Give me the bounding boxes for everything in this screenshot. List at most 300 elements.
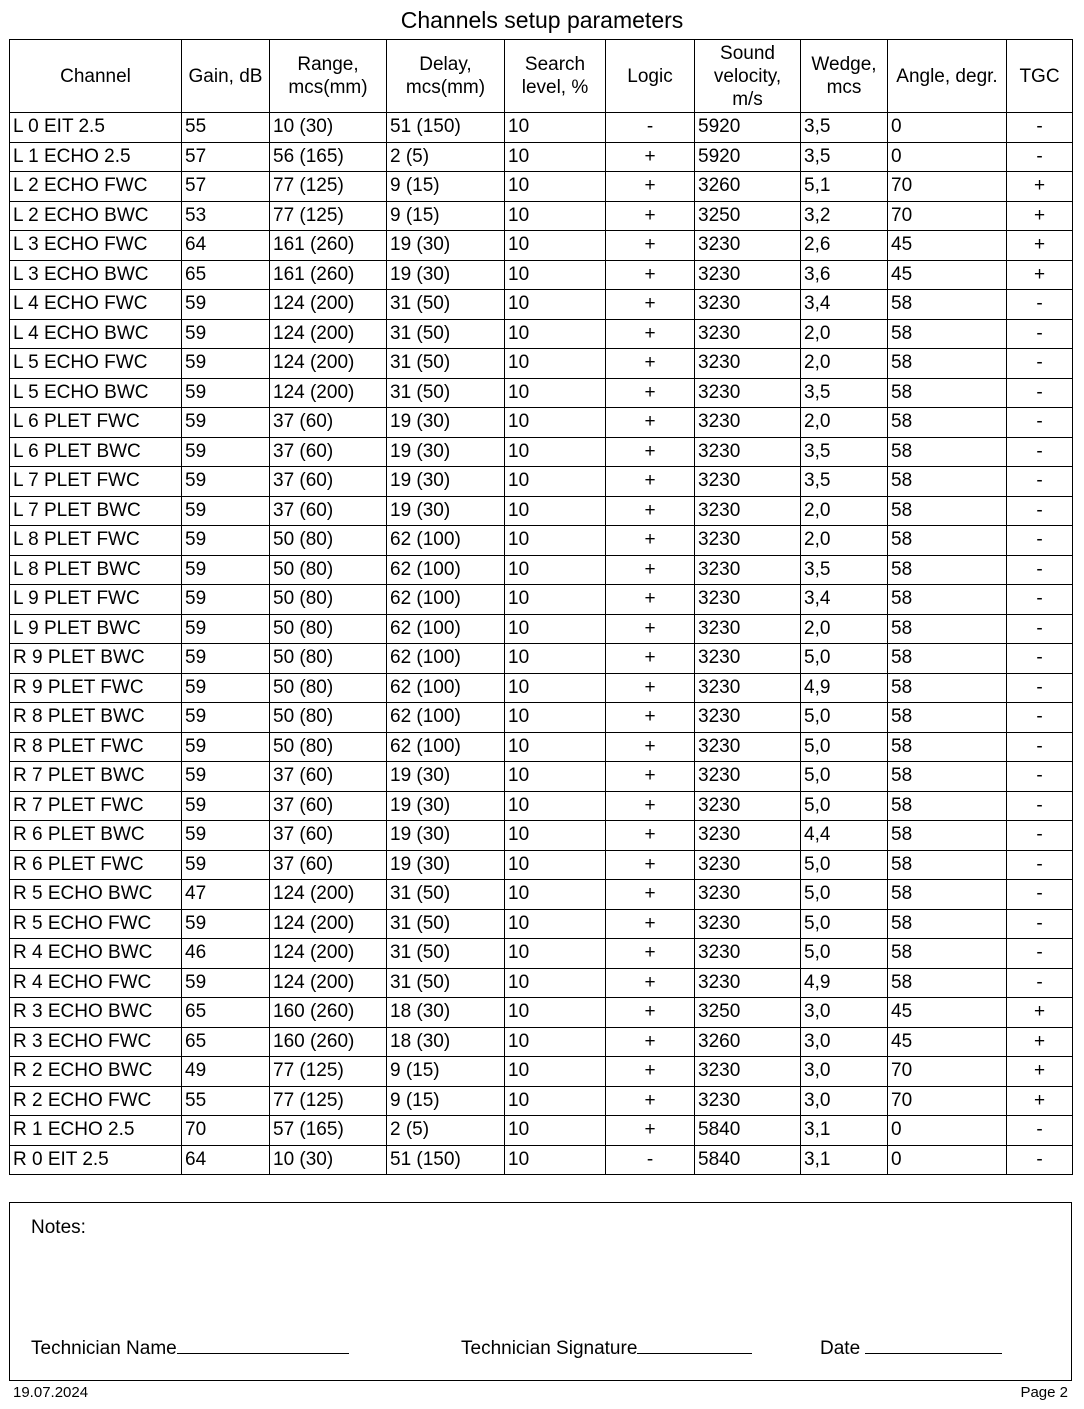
cell-logic: + xyxy=(606,1086,695,1116)
cell-range: 56 (165) xyxy=(270,142,387,172)
cell-delay: 18 (30) xyxy=(387,1027,505,1057)
cell-range: 10 (30) xyxy=(270,1145,387,1175)
cell-tgc: - xyxy=(1007,496,1073,526)
table-row xyxy=(10,437,1073,467)
cell-logic: + xyxy=(606,349,695,379)
cell-range: 77 (125) xyxy=(270,172,387,202)
cell-range: 77 (125) xyxy=(270,201,387,231)
cell-logic: + xyxy=(606,821,695,851)
cell-logic: - xyxy=(606,1145,695,1175)
cell-logic: + xyxy=(606,732,695,762)
cell-range: 50 (80) xyxy=(270,703,387,733)
cell-channel: L 0 EIT 2.5 xyxy=(10,113,182,143)
cell-delay: 31 (50) xyxy=(387,378,505,408)
cell-search-level: 10 xyxy=(505,880,606,910)
cell-tgc: + xyxy=(1007,231,1073,261)
cell-wedge: 5,0 xyxy=(801,850,888,880)
cell-delay: 62 (100) xyxy=(387,732,505,762)
cell-channel: L 9 PLET FWC xyxy=(10,585,182,615)
cell-search-level: 10 xyxy=(505,142,606,172)
cell-wedge: 5,0 xyxy=(801,880,888,910)
table-row xyxy=(10,762,1073,792)
cell-wedge: 5,0 xyxy=(801,703,888,733)
table-row xyxy=(10,290,1073,320)
cell-logic: + xyxy=(606,585,695,615)
table-row xyxy=(10,880,1073,910)
cell-wedge: 2,0 xyxy=(801,349,888,379)
table-row xyxy=(10,319,1073,349)
cell-channel: R 5 ECHO FWC xyxy=(10,909,182,939)
cell-tgc: + xyxy=(1007,201,1073,231)
cell-tgc: - xyxy=(1007,526,1073,556)
cell-range: 37 (60) xyxy=(270,467,387,497)
notes-label: Notes: xyxy=(31,1217,86,1238)
cell-range: 37 (60) xyxy=(270,850,387,880)
cell-logic: + xyxy=(606,467,695,497)
cell-wedge: 3,4 xyxy=(801,290,888,320)
column-header-gain: Gain, dB xyxy=(182,40,270,113)
cell-sound-velocity: 3230 xyxy=(695,880,801,910)
cell-angle: 58 xyxy=(888,909,1007,939)
table-row xyxy=(10,201,1073,231)
cell-wedge: 4,9 xyxy=(801,968,888,998)
cell-angle: 58 xyxy=(888,467,1007,497)
cell-wedge: 3,0 xyxy=(801,998,888,1028)
cell-search-level: 10 xyxy=(505,437,606,467)
cell-angle: 58 xyxy=(888,437,1007,467)
cell-search-level: 10 xyxy=(505,1116,606,1146)
table-row xyxy=(10,378,1073,408)
cell-wedge: 3,4 xyxy=(801,585,888,615)
cell-channel: R 8 PLET FWC xyxy=(10,732,182,762)
cell-channel: R 8 PLET BWC xyxy=(10,703,182,733)
cell-search-level: 10 xyxy=(505,821,606,851)
table-row xyxy=(10,850,1073,880)
cell-search-level: 10 xyxy=(505,998,606,1028)
technician-signature-field xyxy=(461,1335,752,1360)
table-row xyxy=(10,1145,1073,1175)
cell-angle: 58 xyxy=(888,408,1007,438)
cell-sound-velocity: 3230 xyxy=(695,231,801,261)
cell-logic: + xyxy=(606,1057,695,1087)
cell-delay: 31 (50) xyxy=(387,349,505,379)
cell-channel: L 9 PLET BWC xyxy=(10,614,182,644)
cell-logic: + xyxy=(606,703,695,733)
cell-gain: 59 xyxy=(182,673,270,703)
cell-delay: 19 (30) xyxy=(387,408,505,438)
cell-wedge: 3,0 xyxy=(801,1027,888,1057)
table-row xyxy=(10,644,1073,674)
cell-sound-velocity: 3230 xyxy=(695,1057,801,1087)
table-row xyxy=(10,408,1073,438)
cell-sound-velocity: 3230 xyxy=(695,496,801,526)
cell-angle: 58 xyxy=(888,762,1007,792)
table-row xyxy=(10,260,1073,290)
cell-range: 50 (80) xyxy=(270,526,387,556)
cell-search-level: 10 xyxy=(505,1145,606,1175)
table-row xyxy=(10,998,1073,1028)
cell-tgc: - xyxy=(1007,644,1073,674)
table-row xyxy=(10,172,1073,202)
cell-sound-velocity: 5920 xyxy=(695,113,801,143)
cell-wedge: 4,4 xyxy=(801,821,888,851)
table-row xyxy=(10,349,1073,379)
cell-wedge: 2,0 xyxy=(801,496,888,526)
cell-sound-velocity: 3230 xyxy=(695,349,801,379)
cell-angle: 70 xyxy=(888,1057,1007,1087)
cell-sound-velocity: 3230 xyxy=(695,378,801,408)
cell-tgc: + xyxy=(1007,1057,1073,1087)
cell-sound-velocity: 5840 xyxy=(695,1145,801,1175)
table-row xyxy=(10,939,1073,969)
cell-logic: + xyxy=(606,172,695,202)
cell-angle: 58 xyxy=(888,968,1007,998)
cell-sound-velocity: 3230 xyxy=(695,673,801,703)
cell-wedge: 2,6 xyxy=(801,231,888,261)
cell-search-level: 10 xyxy=(505,113,606,143)
cell-gain: 59 xyxy=(182,644,270,674)
cell-sound-velocity: 3230 xyxy=(695,909,801,939)
cell-tgc: - xyxy=(1007,378,1073,408)
cell-logic: + xyxy=(606,614,695,644)
cell-sound-velocity: 3230 xyxy=(695,1086,801,1116)
cell-logic: + xyxy=(606,998,695,1028)
cell-angle: 58 xyxy=(888,526,1007,556)
cell-search-level: 10 xyxy=(505,703,606,733)
cell-angle: 58 xyxy=(888,644,1007,674)
cell-channel: L 8 PLET FWC xyxy=(10,526,182,556)
footer-date: 19.07.2024 xyxy=(13,1384,89,1401)
table-row xyxy=(10,909,1073,939)
cell-channel: R 9 PLET BWC xyxy=(10,644,182,674)
cell-range: 124 (200) xyxy=(270,909,387,939)
cell-channel: L 4 ECHO BWC xyxy=(10,319,182,349)
cell-angle: 58 xyxy=(888,585,1007,615)
cell-search-level: 10 xyxy=(505,850,606,880)
cell-tgc: - xyxy=(1007,821,1073,851)
cell-channel: R 2 ECHO FWC xyxy=(10,1086,182,1116)
cell-range: 160 (260) xyxy=(270,998,387,1028)
cell-logic: + xyxy=(606,378,695,408)
cell-gain: 59 xyxy=(182,762,270,792)
cell-gain: 59 xyxy=(182,732,270,762)
cell-delay: 31 (50) xyxy=(387,968,505,998)
cell-sound-velocity: 5840 xyxy=(695,1116,801,1146)
cell-angle: 0 xyxy=(888,142,1007,172)
cell-range: 124 (200) xyxy=(270,319,387,349)
cell-channel: R 4 ECHO BWC xyxy=(10,939,182,969)
cell-gain: 49 xyxy=(182,1057,270,1087)
cell-delay: 9 (15) xyxy=(387,1086,505,1116)
cell-angle: 58 xyxy=(888,850,1007,880)
table-row xyxy=(10,496,1073,526)
cell-tgc: - xyxy=(1007,939,1073,969)
cell-logic: + xyxy=(606,968,695,998)
cell-range: 50 (80) xyxy=(270,614,387,644)
cell-search-level: 10 xyxy=(505,673,606,703)
cell-wedge: 3,5 xyxy=(801,142,888,172)
cell-range: 37 (60) xyxy=(270,496,387,526)
cell-search-level: 10 xyxy=(505,231,606,261)
cell-search-level: 10 xyxy=(505,319,606,349)
cell-angle: 58 xyxy=(888,673,1007,703)
cell-wedge: 5,0 xyxy=(801,939,888,969)
cell-angle: 58 xyxy=(888,939,1007,969)
cell-range: 37 (60) xyxy=(270,437,387,467)
cell-gain: 59 xyxy=(182,968,270,998)
cell-wedge: 3,0 xyxy=(801,1057,888,1087)
cell-logic: + xyxy=(606,880,695,910)
table-row xyxy=(10,1086,1073,1116)
cell-search-level: 10 xyxy=(505,526,606,556)
cell-tgc: - xyxy=(1007,968,1073,998)
cell-range: 37 (60) xyxy=(270,821,387,851)
cell-gain: 59 xyxy=(182,585,270,615)
cell-gain: 65 xyxy=(182,998,270,1028)
cell-logic: + xyxy=(606,142,695,172)
cell-range: 124 (200) xyxy=(270,880,387,910)
cell-tgc: - xyxy=(1007,703,1073,733)
table-row xyxy=(10,791,1073,821)
table-row xyxy=(10,673,1073,703)
cell-gain: 59 xyxy=(182,526,270,556)
cell-angle: 58 xyxy=(888,821,1007,851)
cell-wedge: 2,0 xyxy=(801,614,888,644)
cell-delay: 19 (30) xyxy=(387,791,505,821)
cell-tgc: - xyxy=(1007,555,1073,585)
cell-logic: + xyxy=(606,673,695,703)
cell-angle: 58 xyxy=(888,349,1007,379)
technician-name-label: Technician Name xyxy=(31,1338,177,1359)
cell-wedge: 5,0 xyxy=(801,762,888,792)
cell-range: 50 (80) xyxy=(270,585,387,615)
cell-sound-velocity: 3230 xyxy=(695,703,801,733)
cell-range: 124 (200) xyxy=(270,290,387,320)
cell-delay: 19 (30) xyxy=(387,821,505,851)
cell-channel: L 7 PLET FWC xyxy=(10,467,182,497)
cell-search-level: 10 xyxy=(505,467,606,497)
cell-angle: 0 xyxy=(888,1116,1007,1146)
cell-search-level: 10 xyxy=(505,614,606,644)
cell-gain: 59 xyxy=(182,614,270,644)
cell-range: 161 (260) xyxy=(270,231,387,261)
cell-wedge: 2,0 xyxy=(801,526,888,556)
technician-signature-blank xyxy=(637,1335,752,1354)
cell-tgc: - xyxy=(1007,1116,1073,1146)
cell-angle: 58 xyxy=(888,614,1007,644)
cell-logic: + xyxy=(606,319,695,349)
cell-gain: 46 xyxy=(182,939,270,969)
cell-range: 124 (200) xyxy=(270,968,387,998)
cell-gain: 59 xyxy=(182,319,270,349)
cell-delay: 9 (15) xyxy=(387,201,505,231)
cell-delay: 62 (100) xyxy=(387,703,505,733)
cell-sound-velocity: 3230 xyxy=(695,939,801,969)
cell-gain: 59 xyxy=(182,496,270,526)
table-row xyxy=(10,142,1073,172)
column-header-sound-velocity: Sound velocity, m/s xyxy=(695,40,801,113)
cell-channel: R 7 PLET BWC xyxy=(10,762,182,792)
cell-wedge: 3,1 xyxy=(801,1116,888,1146)
table-row xyxy=(10,526,1073,556)
cell-tgc: - xyxy=(1007,349,1073,379)
cell-delay: 62 (100) xyxy=(387,673,505,703)
table-body xyxy=(10,113,1073,1175)
cell-search-level: 10 xyxy=(505,555,606,585)
cell-tgc: - xyxy=(1007,408,1073,438)
cell-range: 124 (200) xyxy=(270,378,387,408)
cell-sound-velocity: 3230 xyxy=(695,437,801,467)
cell-search-level: 10 xyxy=(505,939,606,969)
cell-logic: + xyxy=(606,526,695,556)
cell-wedge: 3,1 xyxy=(801,1145,888,1175)
cell-sound-velocity: 3230 xyxy=(695,732,801,762)
cell-gain: 59 xyxy=(182,703,270,733)
cell-search-level: 10 xyxy=(505,585,606,615)
table-header-row xyxy=(10,40,1073,113)
cell-delay: 9 (15) xyxy=(387,172,505,202)
cell-channel: L 4 ECHO FWC xyxy=(10,290,182,320)
cell-tgc: - xyxy=(1007,880,1073,910)
cell-gain: 59 xyxy=(182,555,270,585)
cell-channel: L 7 PLET BWC xyxy=(10,496,182,526)
cell-logic: + xyxy=(606,231,695,261)
cell-delay: 62 (100) xyxy=(387,585,505,615)
cell-delay: 62 (100) xyxy=(387,614,505,644)
cell-logic: + xyxy=(606,909,695,939)
cell-angle: 45 xyxy=(888,231,1007,261)
cell-angle: 58 xyxy=(888,290,1007,320)
column-header-search-level: Search level, % xyxy=(505,40,606,113)
cell-delay: 2 (5) xyxy=(387,1116,505,1146)
cell-range: 77 (125) xyxy=(270,1057,387,1087)
cell-wedge: 4,9 xyxy=(801,673,888,703)
date-label: Date xyxy=(820,1338,861,1359)
cell-sound-velocity: 3260 xyxy=(695,172,801,202)
cell-tgc: - xyxy=(1007,113,1073,143)
cell-angle: 58 xyxy=(888,703,1007,733)
cell-delay: 19 (30) xyxy=(387,496,505,526)
cell-sound-velocity: 5920 xyxy=(695,142,801,172)
cell-delay: 9 (15) xyxy=(387,1057,505,1087)
table-row xyxy=(10,703,1073,733)
cell-sound-velocity: 3230 xyxy=(695,791,801,821)
cell-search-level: 10 xyxy=(505,968,606,998)
cell-search-level: 10 xyxy=(505,290,606,320)
table-row xyxy=(10,614,1073,644)
cell-sound-velocity: 3230 xyxy=(695,585,801,615)
cell-sound-velocity: 3250 xyxy=(695,998,801,1028)
cell-logic: + xyxy=(606,260,695,290)
cell-channel: R 7 PLET FWC xyxy=(10,791,182,821)
table-row xyxy=(10,968,1073,998)
cell-sound-velocity: 3230 xyxy=(695,526,801,556)
footer-page-number: Page 2 xyxy=(1020,1384,1068,1401)
cell-gain: 53 xyxy=(182,201,270,231)
cell-range: 160 (260) xyxy=(270,1027,387,1057)
cell-logic: + xyxy=(606,408,695,438)
technician-signature-label: Technician Signature xyxy=(461,1338,638,1359)
cell-delay: 19 (30) xyxy=(387,437,505,467)
cell-sound-velocity: 3230 xyxy=(695,850,801,880)
cell-logic: + xyxy=(606,850,695,880)
cell-sound-velocity: 3260 xyxy=(695,1027,801,1057)
cell-logic: + xyxy=(606,555,695,585)
cell-tgc: + xyxy=(1007,172,1073,202)
cell-tgc: - xyxy=(1007,142,1073,172)
cell-sound-velocity: 3230 xyxy=(695,319,801,349)
date-blank xyxy=(865,1335,1002,1354)
cell-search-level: 10 xyxy=(505,791,606,821)
cell-sound-velocity: 3230 xyxy=(695,614,801,644)
technician-name-field xyxy=(31,1335,349,1360)
column-header-channel: Channel xyxy=(10,40,182,113)
cell-sound-velocity: 3230 xyxy=(695,408,801,438)
technician-name-blank xyxy=(177,1335,349,1354)
cell-angle: 45 xyxy=(888,1027,1007,1057)
cell-tgc: - xyxy=(1007,850,1073,880)
cell-sound-velocity: 3250 xyxy=(695,201,801,231)
cell-logic: + xyxy=(606,290,695,320)
cell-channel: L 6 PLET FWC xyxy=(10,408,182,438)
cell-range: 37 (60) xyxy=(270,791,387,821)
cell-range: 50 (80) xyxy=(270,673,387,703)
cell-delay: 31 (50) xyxy=(387,909,505,939)
cell-delay: 19 (30) xyxy=(387,850,505,880)
cell-range: 50 (80) xyxy=(270,644,387,674)
cell-delay: 51 (150) xyxy=(387,1145,505,1175)
cell-tgc: - xyxy=(1007,585,1073,615)
cell-logic: + xyxy=(606,437,695,467)
cell-channel: L 8 PLET BWC xyxy=(10,555,182,585)
cell-range: 57 (165) xyxy=(270,1116,387,1146)
cell-tgc: - xyxy=(1007,762,1073,792)
cell-sound-velocity: 3230 xyxy=(695,555,801,585)
cell-gain: 55 xyxy=(182,113,270,143)
column-header-delay: Delay, mcs(mm) xyxy=(387,40,505,113)
cell-logic: + xyxy=(606,1116,695,1146)
cell-angle: 45 xyxy=(888,998,1007,1028)
cell-channel: L 5 ECHO BWC xyxy=(10,378,182,408)
column-header-tgc: TGC xyxy=(1007,40,1073,113)
cell-wedge: 3,6 xyxy=(801,260,888,290)
cell-sound-velocity: 3230 xyxy=(695,467,801,497)
cell-delay: 51 (150) xyxy=(387,113,505,143)
cell-tgc: - xyxy=(1007,290,1073,320)
cell-tgc: + xyxy=(1007,1027,1073,1057)
cell-wedge: 5,0 xyxy=(801,791,888,821)
cell-tgc: - xyxy=(1007,673,1073,703)
cell-logic: + xyxy=(606,939,695,969)
cell-channel: L 2 ECHO FWC xyxy=(10,172,182,202)
cell-angle: 0 xyxy=(888,1145,1007,1175)
date-field xyxy=(820,1335,1002,1360)
cell-delay: 19 (30) xyxy=(387,467,505,497)
cell-tgc: + xyxy=(1007,998,1073,1028)
notes-section xyxy=(9,1202,1072,1381)
cell-search-level: 10 xyxy=(505,762,606,792)
cell-angle: 58 xyxy=(888,496,1007,526)
cell-wedge: 3,0 xyxy=(801,1086,888,1116)
cell-gain: 65 xyxy=(182,1027,270,1057)
cell-search-level: 10 xyxy=(505,201,606,231)
cell-logic: + xyxy=(606,496,695,526)
cell-delay: 19 (30) xyxy=(387,231,505,261)
cell-search-level: 10 xyxy=(505,1027,606,1057)
cell-gain: 57 xyxy=(182,172,270,202)
cell-range: 37 (60) xyxy=(270,762,387,792)
cell-angle: 45 xyxy=(888,260,1007,290)
